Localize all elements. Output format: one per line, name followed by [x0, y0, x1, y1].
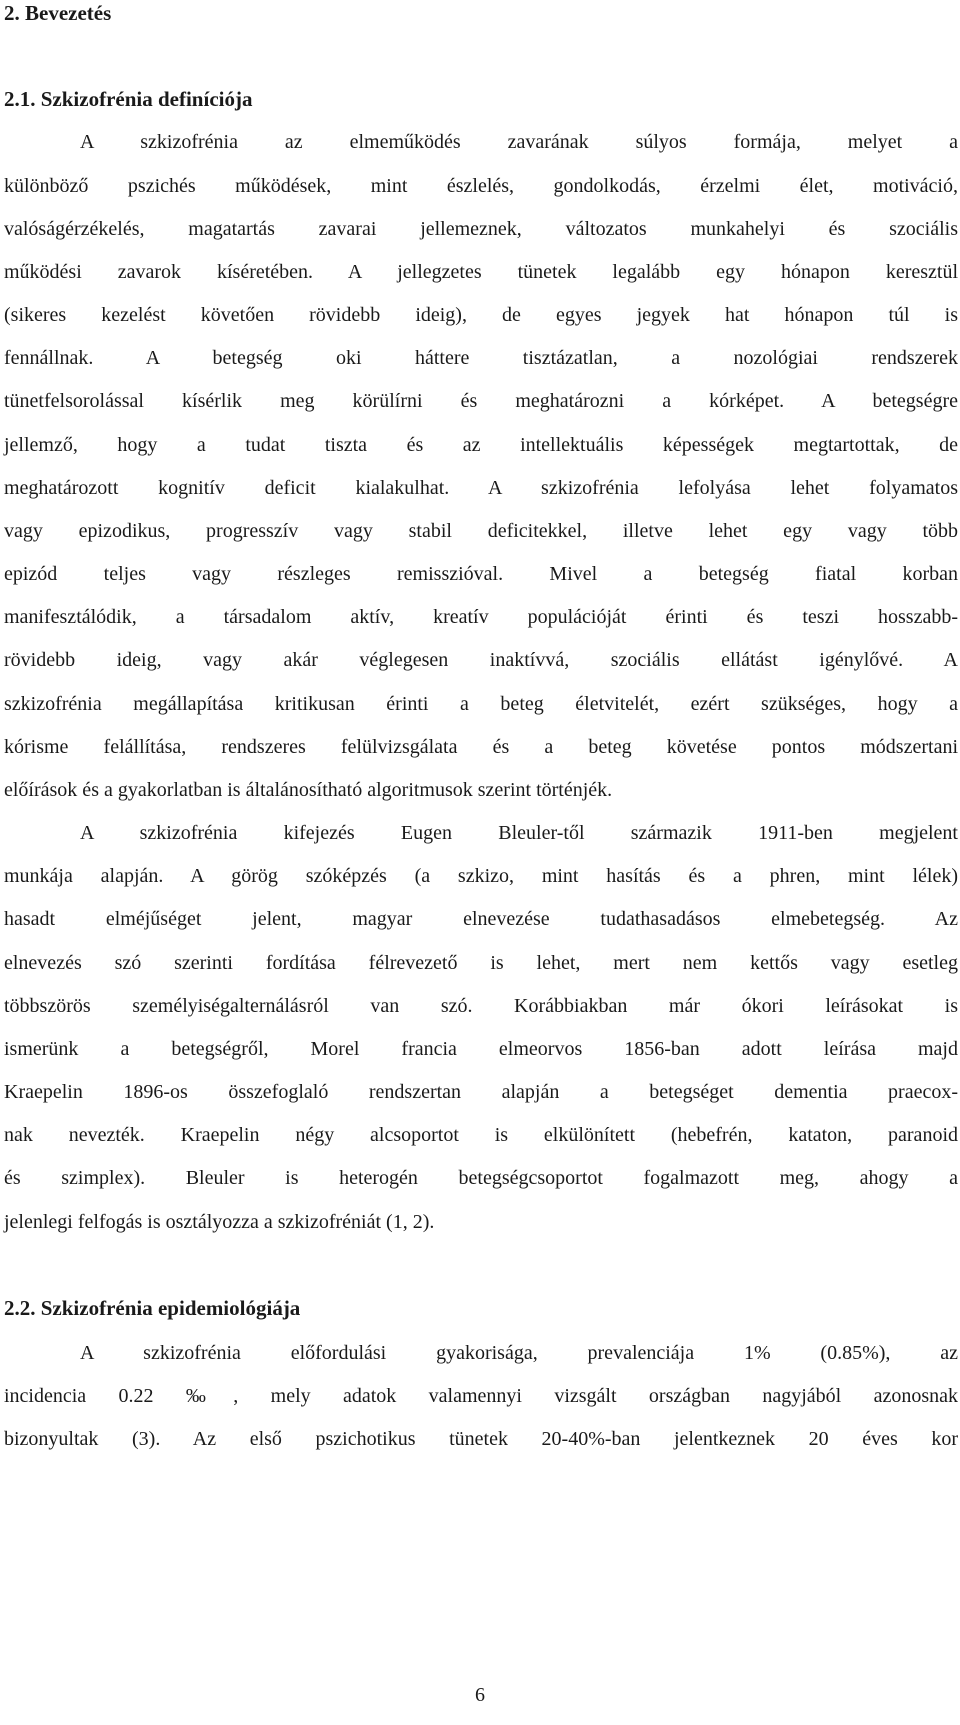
paragraph-line: kórisme felállítása, rendszeres felülvizsgálata és a beteg követése pontos módszertani [4, 736, 958, 758]
paragraph-line: bizonyultak (3). Az első pszichotikus tünetek 20-40%-ban jelentkeznek 20 éves kor [4, 1428, 958, 1450]
paragraph-line: epizód teljes vagy részleges remisszióval. Mivel a betegség fiatal korban [4, 563, 958, 585]
paragraph-line: ismerünk a betegségről, Morel francia elmeorvos 1856-ban adott leírása majd [4, 1038, 958, 1060]
paragraph-line: különböző pszichés működések, mint észlelés, gondolkodás, érzelmi élet, motiváció, [4, 175, 958, 197]
paragraph-line: előírások és a gyakorlatban is általánosítható algoritmusok szerint történjék. [4, 779, 613, 801]
paragraph-line: A szkizofrénia előfordulási gyakorisága, prevalenciája 1% (0.85%), az [80, 1342, 958, 1364]
paragraph-line: valóságérzékelés, magatartás zavarai jellemeznek, változatos munkahelyi és szociális [4, 218, 958, 240]
paragraph-line: tünetfelsorolással kísérlik meg körülírni és meghatározni a kórképet. A betegségre [4, 390, 958, 412]
paragraph-line: többszörös személyiségalternálásról van szó. Korábbiakban már ókori leírásokat is [4, 995, 958, 1017]
paragraph-line: rövidebb ideig, vagy akár véglegesen inaktívvá, szociális ellátást igénylővé. A [4, 649, 958, 671]
paragraph-line: fennállnak. A betegség oki háttere tisztázatlan, a nozológiai rendszerek [4, 347, 958, 369]
paragraph-line: nak nevezték. Kraepelin négy alcsoportot is elkülönített (hebefrén, kataton, paranoid [4, 1124, 958, 1146]
paragraph-line: A szkizofrénia az elmeműködés zavarának súlyos formája, melyet a [80, 131, 958, 153]
paragraph-line: jellemző, hogy a tudat tiszta és az intellektuális képességek megtartottak, de [4, 434, 958, 456]
heading-szkizofrenia-epidemiologiaja: 2.2. Szkizofrénia epidemiológiája [4, 1296, 301, 1320]
paragraph-line: meghatározott kognitív deficit kialakulhat. A szkizofrénia lefolyása lehet folyamatos [4, 477, 958, 499]
heading-szkizofrenia-definicioja: 2.1. Szkizofrénia definíciója [4, 87, 253, 111]
paragraph-line: munkája alapján. A görög szóképzés (a szkizo, mint hasítás és a phren, mint lélek) [4, 865, 958, 887]
paragraph-line: A szkizofrénia kifejezés Eugen Bleuler-től származik 1911-ben megjelent [80, 822, 958, 844]
paragraph-line: (sikeres kezelést követően rövidebb ideig), de egyes jegyek hat hónapon túl is [4, 304, 958, 326]
page-number: 6 [475, 1684, 485, 1706]
heading-bevezetes: 2. Bevezetés [4, 1, 112, 25]
paragraph-line: vagy epizodikus, progresszív vagy stabil deficitekkel, illetve lehet egy vagy több [4, 520, 958, 542]
paragraph-line: hasadt elméjűséget jelent, magyar elnevezése tudathasadásos elmebetegség. Az [4, 908, 958, 930]
paragraph-line: elnevezés szó szerinti fordítása félrevezető is lehet, mert nem kettős vagy esetleg [4, 952, 958, 974]
paragraph-line: Kraepelin 1896-os összefoglaló rendszertan alapján a betegséget dementia praecox- [4, 1081, 958, 1103]
paragraph-line: szkizofrénia megállapítása kritikusan érinti a beteg életvitelét, ezért szükséges, hogy a [4, 693, 958, 715]
paragraph-line: incidencia 0.22 ‰, mely adatok valamennyi vizsgált országban nagyjából azonosnak [4, 1385, 958, 1407]
paragraph-line: és szimplex). Bleuler is heterogén betegségcsoportot fogalmazott meg, ahogy a [4, 1167, 958, 1189]
paragraph-line: jelenlegi felfogás is osztályozza a szkizofréniát (1, 2). [4, 1211, 435, 1233]
paragraph-line: manifesztálódik, a társadalom aktív, kreatív populációját érinti és teszi hosszabb- [4, 606, 958, 628]
paragraph-line: működési zavarok kíséretében. A jellegzetes tünetek legalább egy hónapon keresztül [4, 261, 958, 283]
